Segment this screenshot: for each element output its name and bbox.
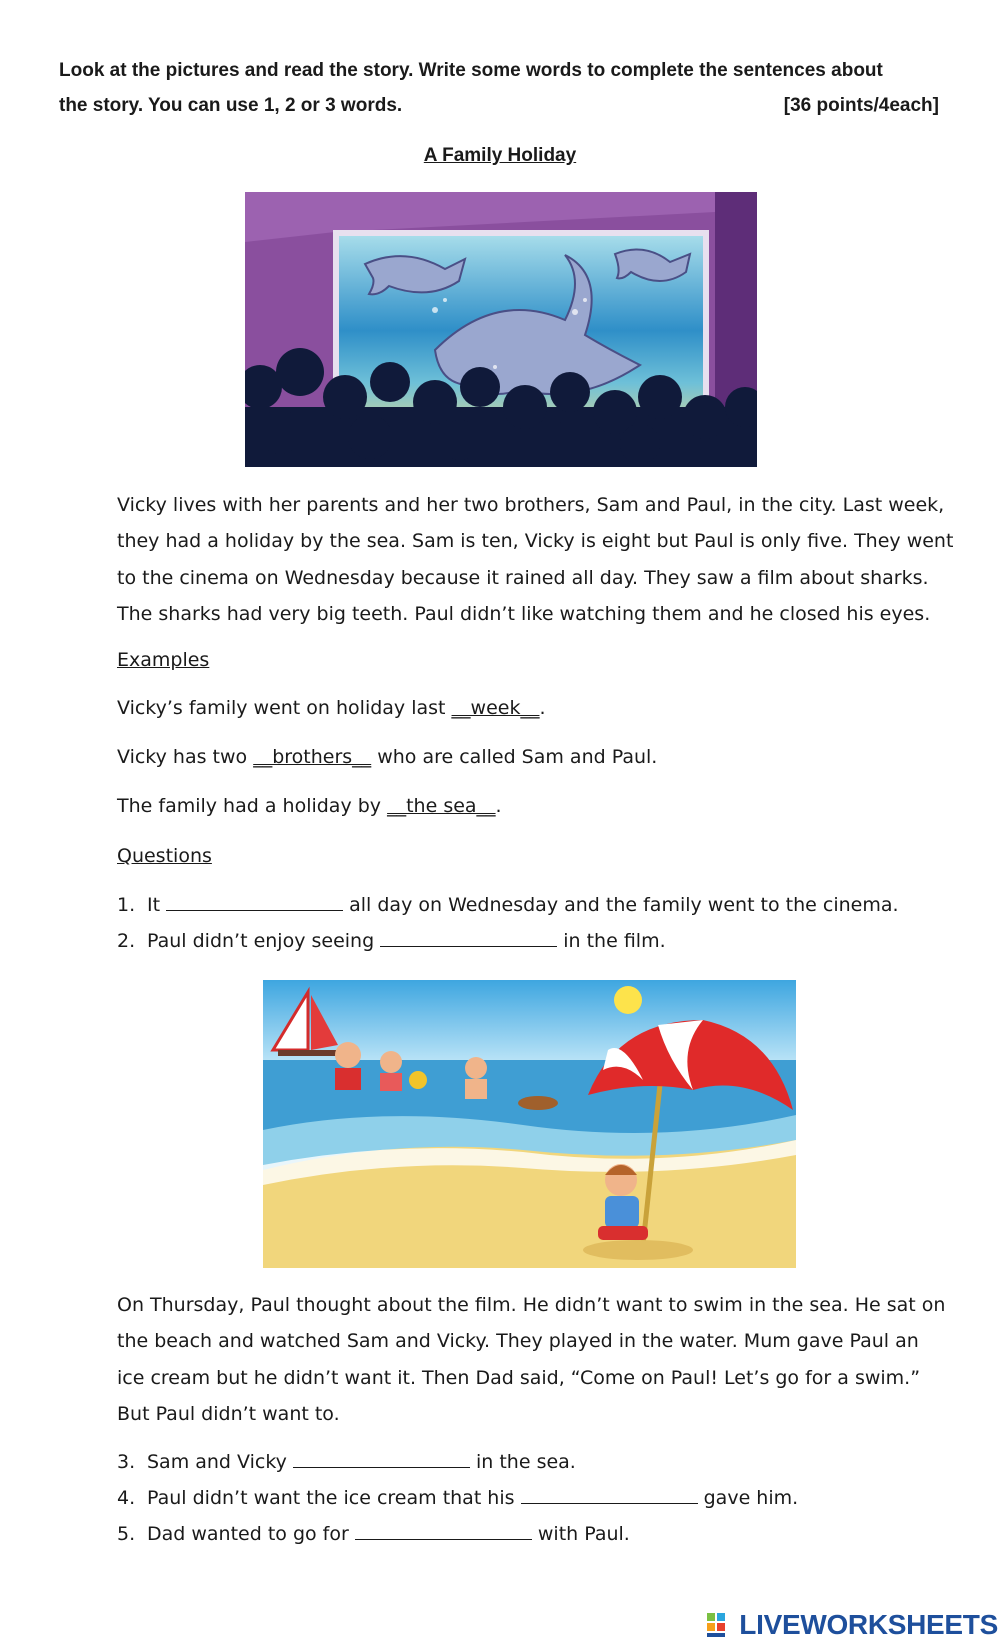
story-paragraph-2 [117,1287,947,1432]
question-number: 2. [117,930,136,952]
cinema-shark-illustration [245,192,757,467]
points-label: [36 points/4each] [783,95,939,116]
answer-blank[interactable] [380,930,557,947]
question-text: It [147,894,167,916]
question-text: gave him. [697,1487,799,1509]
question-item [117,930,666,952]
example-answer: __the sea__ [387,795,496,817]
question-text: all day on Wednesday and the family went to the cinema. [343,894,899,916]
question-item [117,1487,798,1509]
questions-heading: Questions [117,845,212,867]
story-line: On Thursday, Paul thought about the film. He didn’t want to swim in the sea. He sat on [117,1294,946,1316]
beach-illustration [263,980,796,1268]
example-text: The family had a holiday by [117,795,388,817]
question-text: Sam and Vicky [147,1451,293,1473]
example-text: Vicky’s family went on holiday last [117,697,452,719]
examples-heading: Examples [117,649,210,671]
example-text: . [495,795,502,817]
story-line: ice cream but he didn’t want it. Then Dad said, “Come on Paul! Let’s go for a swim.” [117,1366,921,1389]
story-line: But Paul didn’t want to. [117,1402,340,1425]
example-answer: __brothers__ [253,746,372,768]
question-number: 3. [117,1451,136,1473]
story-line: Vicky lives with her parents and her two brothers, Sam and Paul, in the city. Last week, [117,494,945,516]
answer-blank[interactable] [521,1487,698,1504]
example-sentence [117,746,657,768]
instructions-line-1: Look at the pictures and read the story. Write some words to complete the sentences about [59,60,883,81]
answer-blank[interactable] [166,894,343,911]
liveworksheets-wordmark: LIVEWORKSHEETS [739,1609,998,1640]
liveworksheets-logo [707,1609,998,1641]
answer-blank[interactable] [293,1451,470,1468]
story-paragraph-1 [117,487,954,632]
question-number: 1. [117,894,136,916]
example-answer: __week__ [451,697,540,719]
story-line: the beach and watched Sam and Vicky. They played in the water. Mum gave Paul an [117,1330,919,1353]
question-item [117,1523,630,1545]
example-text: who are called Sam and Paul. [371,746,658,768]
question-text: Dad wanted to go for [147,1523,355,1545]
example-text: Vicky has two [117,746,254,768]
question-text: in the film. [557,930,666,952]
question-number: 5. [117,1523,136,1545]
story-line: The sharks had very big teeth. Paul didn’t like watching them and he closed his eyes. [117,602,931,625]
story-line: they had a holiday by the sea. Sam is ten, Vicky is eight but Paul is only five. They went [117,530,954,553]
question-item [117,1451,576,1473]
question-number: 4. [117,1487,136,1509]
worksheet-title: A Family Holiday [423,145,577,166]
question-item [117,894,899,916]
instructions-line-2 [59,95,939,117]
question-text: Paul didn’t enjoy seeing [147,930,381,952]
example-sentence [117,795,502,817]
question-text: with Paul. [531,1523,630,1545]
story-line: to the cinema on Wednesday because it rained all day. They saw a film about sharks. [117,566,929,589]
question-text: Paul didn’t want the ice cream that his [147,1487,521,1509]
instructions-text: the story. You can use 1, 2 or 3 words. [59,95,403,116]
example-text: . [539,697,546,719]
answer-blank[interactable] [355,1523,532,1540]
question-text: in the sea. [469,1451,576,1473]
liveworksheets-icon [707,1611,735,1639]
example-sentence [117,697,546,719]
